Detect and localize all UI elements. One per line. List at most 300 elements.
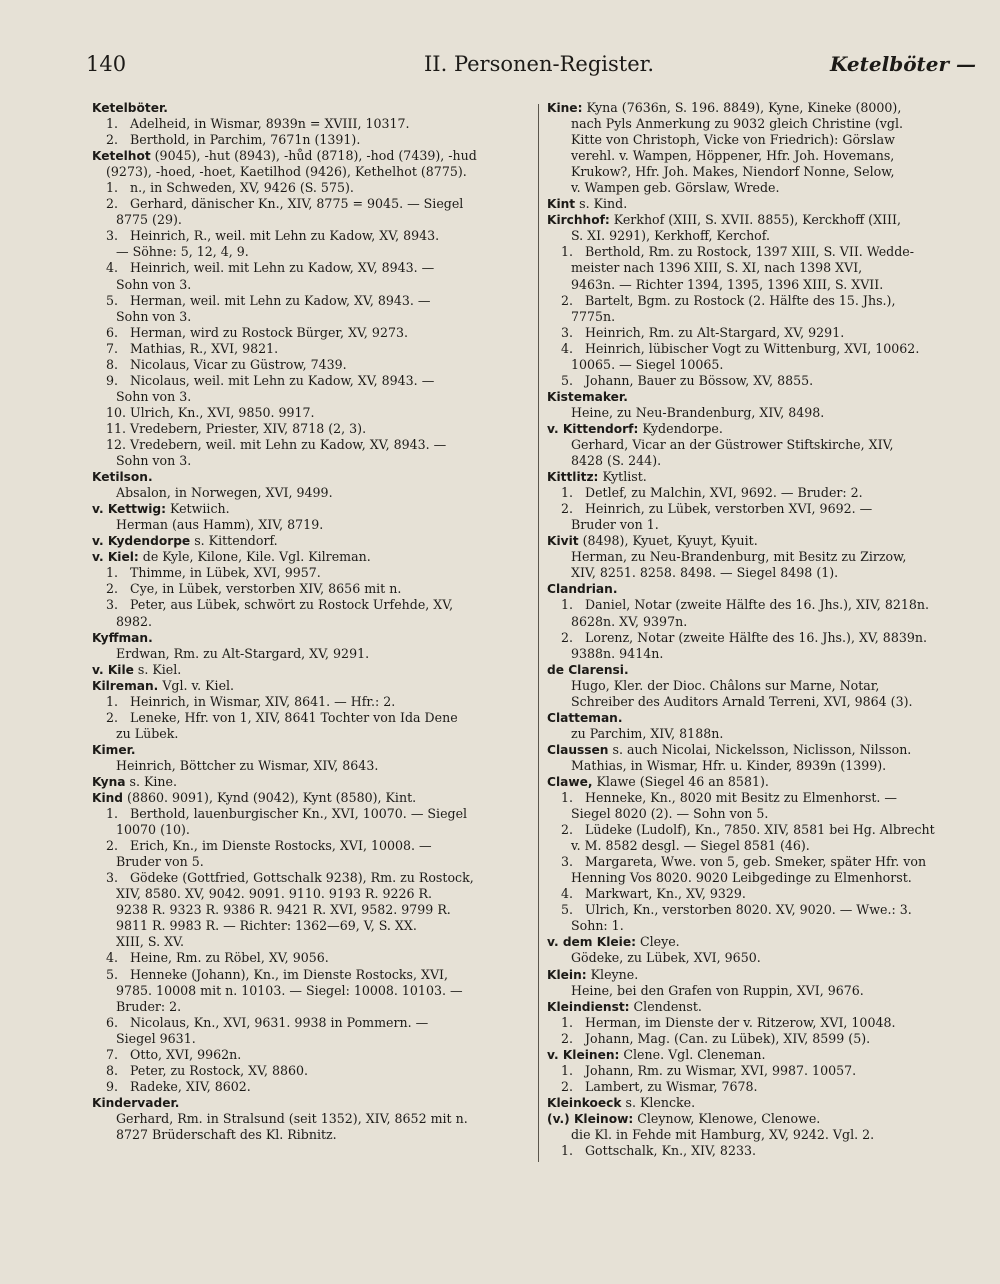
entry-text: Erich, Kn., im Dienste Rostocks, XVI, 10008. — [130, 838, 432, 854]
entry-text: Klawe (Siegel 46 an 8581). [592, 773, 769, 789]
entry-text: 9785. 10008 mit n. 10103. — Siegel: 10008. 10103. — [116, 982, 463, 998]
entry-line [92, 212, 532, 228]
entry-text: Nicolaus, weil. mit Lehn zu Kadow, XV, 8943. — [130, 372, 435, 388]
entry-line [92, 646, 532, 662]
entry-text: nach Pyls Anmerkung zu 9032 gleich Christine (vgl. [571, 116, 903, 132]
entry-heading: v. Kile [92, 662, 134, 677]
entry-line [547, 870, 977, 886]
entry-text: S. XI. 9291), Kerkhoff, Kerchof. [571, 228, 770, 244]
entry-text: Vredebern, weil. mit Lehn zu Kadow, XV, 8943. — [130, 436, 447, 452]
entry-text: 8628n. XV, 9397n. [571, 613, 688, 629]
entry-heading: Kistemaker. [547, 389, 628, 404]
entry-text: Lorenz, Notar (zweite Hälfte des 16. Jhs.), XV, 8839n. [585, 629, 927, 645]
entry-line [92, 999, 532, 1015]
entry-line [547, 934, 977, 950]
entry-line [547, 437, 977, 453]
entry-text: Siegel 8020 (2). — Sohn von 5. [571, 806, 769, 822]
entry-text: 9388n. 9414n. [571, 645, 664, 661]
entry-text: Clene. Vgl. Cleneman. [619, 1046, 766, 1062]
entry-text: s. Kine. [125, 773, 177, 789]
entry-line [92, 260, 532, 276]
entry-line [547, 469, 977, 485]
entry-line [547, 854, 977, 870]
entry-line [547, 132, 977, 148]
entry-text: Siegel 9631. [116, 1030, 196, 1046]
entry-line [547, 742, 977, 758]
entry-line [547, 1079, 977, 1095]
entry-text: Markwart, Kn., XV, 9329. [585, 886, 746, 902]
entry-line [92, 1095, 532, 1111]
entry-line [92, 630, 532, 646]
entry-text: XIII, S. XV. [116, 934, 184, 950]
entry-line [547, 662, 977, 678]
entry-text: Krukow?, Hfr. Joh. Makes, Niendorf Nonne, Selow, [571, 164, 895, 180]
entry-line [547, 228, 977, 244]
entry-heading: Kilreman. [92, 678, 159, 693]
entry-text: Berthold, Rm. zu Rostock, 1397 XIII, S. VII. Wedde- [585, 244, 915, 260]
entry-text: Radeke, XIV, 8602. [130, 1078, 251, 1094]
entry-line [92, 614, 532, 630]
entry-line [547, 1015, 977, 1031]
entry-heading: Kyna [92, 774, 126, 789]
entry-line [547, 726, 977, 742]
entry-heading: Kindervader. [92, 1095, 180, 1110]
entry-text: Berthold, in Parchim, 7671n (1391). [130, 132, 361, 148]
entry-text: v. Wampen geb. Görslaw, Wrede. [571, 180, 780, 196]
entry-text: Berthold, lauenburgischer Kn., XVI, 10070. — Siegel [130, 806, 468, 822]
entry-line [92, 437, 532, 453]
entry-line [547, 212, 977, 228]
entry-text: Hugo, Kler. der Dioc. Châlons sur Marne, Notar, [571, 677, 880, 693]
entry-line [547, 646, 977, 662]
entry-line [92, 742, 532, 758]
entry-line [547, 983, 977, 999]
entry-number: 6. [106, 324, 119, 340]
entry-text: Schreiber des Auditors Arnald Terreni, XVI, 9864 (3). [571, 693, 913, 709]
entry-text: s. Kittendorf. [190, 533, 278, 549]
entry-text: de Kyle, Kilone, Kile. Vgl. Kilreman. [138, 549, 371, 565]
running-head: Ketelböter — [829, 52, 976, 76]
entry-text: s. Klencke. [621, 1094, 696, 1110]
entry-text: Henning Vos 8020. 9020 Leibgedinge zu Elmenhorst. [571, 870, 912, 886]
entry-number: 9. [106, 372, 119, 388]
entry-text: zu Parchim, XIV, 8188n. [571, 725, 724, 741]
entry-line [547, 886, 977, 902]
entry-number: 1. [561, 244, 574, 260]
entry-number: 1. [561, 1143, 574, 1159]
entry-text: Mathias, in Wismar, Hfr. u. Kinder, 8939n (1399). [571, 757, 887, 773]
entry-heading: Klein: [547, 967, 587, 982]
entry-number: 2. [561, 1030, 574, 1046]
entry-number: 8. [106, 356, 119, 372]
entry-number: 12. [106, 436, 127, 452]
entry-text: Cleynow, Klenowe, Clenowe. [633, 1110, 821, 1126]
entry-text: v. M. 8582 desgl. — Siegel 8581 (46). [571, 838, 810, 854]
entry-number: 1. [106, 116, 119, 132]
entry-line [547, 180, 977, 196]
entry-line [92, 967, 532, 983]
entry-text: Vgl. v. Kiel. [158, 677, 235, 693]
entry-line [92, 1079, 532, 1095]
entry-line [547, 822, 977, 838]
entry-number: 5. [561, 902, 574, 918]
entry-text: Bruder von 5. [116, 854, 204, 870]
entry-line [92, 918, 532, 934]
entry-heading: (v.) Kleinow: [547, 1111, 634, 1126]
entry-number: 4. [561, 340, 574, 356]
entry-number: 2. [561, 629, 574, 645]
entry-text: Herman (aus Hamm), XIV, 8719. [116, 517, 324, 533]
entry-number: 1. [106, 180, 119, 196]
entry-number: 2. [106, 709, 119, 725]
entry-line [547, 373, 977, 389]
entry-line [547, 581, 977, 597]
entry-line [92, 822, 532, 838]
entry-text: Daniel, Notar (zweite Hälfte des 16. Jhs.), XIV, 8218n. [585, 597, 930, 613]
entry-text: Adelheid, in Wismar, 8939n = XVIII, 10317. [130, 116, 410, 132]
entry-line [92, 293, 532, 309]
entry-heading: v. Kydendorpe [92, 534, 191, 549]
entry-heading: Clandrian. [547, 582, 618, 597]
entry-number: 7. [106, 340, 119, 356]
entry-line [92, 469, 532, 485]
entry-text: s. Kiel. [133, 661, 182, 677]
entry-line [547, 678, 977, 694]
entry-text: XIV, 8580. XV, 9042. 9091. 9110. 9193 R. 9226 R. [116, 886, 433, 902]
entry-text: Gerhard, Vicar an der Güstrower Stiftskirche, XIV, [571, 436, 894, 452]
entry-text: Cleye. [635, 934, 680, 950]
entry-line [547, 357, 977, 373]
entry-heading: Kleinkoeck [547, 1095, 622, 1110]
entry-number: 2. [561, 501, 574, 517]
entry-text: Cye, in Lübek, verstorben XIV, 8656 mit n. [130, 581, 402, 597]
entry-line [547, 517, 977, 533]
entry-line [547, 1047, 977, 1063]
entry-text: die Kl. in Fehde mit Hamburg, XV, 9242. Vgl. 2. [571, 1127, 875, 1142]
entry-line [92, 357, 532, 373]
entry-text: Gottschalk, Kn., XIV, 8233. [585, 1143, 756, 1159]
entry-number: 3. [106, 870, 119, 886]
entry-number: 1. [561, 1062, 574, 1078]
entry-text: Gerhard, dänischer Kn., XIV, 8775 = 9045. — Siegel [130, 196, 464, 212]
entry-number: 2. [106, 132, 119, 148]
entry-heading: Ketelböter. [92, 101, 168, 115]
entry-line [92, 1111, 532, 1127]
entry-line [92, 405, 532, 421]
entry-line [547, 902, 977, 918]
entry-text: s. auch Nicolai, Nickelsson, Niclisson, Nilsson. [608, 741, 912, 757]
entry-text: Gödeke, zu Lübek, XVI, 9650. [571, 950, 761, 966]
entry-heading: Clatteman. [547, 710, 623, 725]
entry-line [547, 838, 977, 854]
entry-text: 9463n. — Richter 1394, 1395, 1396 XIII, S. XVII. [571, 276, 884, 292]
entry-line [547, 389, 977, 405]
entry-heading: Kittlitz: [547, 470, 599, 485]
entry-text: Kytlist. [598, 469, 647, 485]
entry-number: 7. [106, 1046, 119, 1062]
entry-text: Clendenst. [629, 998, 702, 1014]
entry-number: 5. [561, 372, 574, 388]
entry-number: 11. [106, 420, 127, 436]
entry-number: 5. [106, 292, 119, 308]
entry-line [92, 164, 532, 180]
entry-line [547, 950, 977, 966]
entry-text: Mathias, R., XVI, 9821. [130, 340, 279, 356]
entry-text: — Söhne: 5, 12, 4, 9. [116, 244, 249, 260]
entry-heading: de Clarensi. [547, 662, 629, 677]
entry-line [92, 726, 532, 742]
entry-number: 1. [561, 485, 574, 501]
entry-text: Ulrich, Kn., verstorben 8020. XV, 9020. — Wwe.: 3. [585, 902, 912, 918]
entry-line [92, 806, 532, 822]
entry-line [92, 533, 532, 549]
entry-line [92, 774, 532, 790]
entry-line [547, 774, 977, 790]
entry-line [92, 309, 532, 325]
entry-line [92, 565, 532, 581]
entry-line [92, 228, 532, 244]
entry-text: Kitte von Christoph, Vicke von Friedrich): Görslaw [571, 132, 895, 148]
entry-text: Heine, Rm. zu Röbel, XV, 9056. [130, 950, 329, 966]
entry-line [547, 614, 977, 630]
entry-line [92, 902, 532, 918]
entry-number: 1. [106, 693, 119, 709]
entry-text: (8498), Kyuet, Kyuyt, Kyuit. [578, 533, 758, 549]
entry-line [92, 838, 532, 854]
entry-text: 8775 (29). [116, 212, 182, 228]
entry-number: 1. [106, 806, 119, 822]
entry-heading: Ketilson. [92, 470, 153, 485]
entry-heading: v. Kleinen: [547, 1047, 620, 1062]
entry-text: Heinrich, weil. mit Lehn zu Kadow, XV, 8943. — [130, 260, 435, 276]
entry-text: Ketwiich. [166, 501, 230, 517]
entry-number: 2. [561, 1078, 574, 1094]
entry-heading: Clawe, [547, 774, 593, 789]
entry-line [547, 710, 977, 726]
entry-text: zu Lübek. [116, 725, 179, 741]
entry-text: Heine, bei den Grafen von Ruppin, XVI, 9676. [571, 982, 864, 998]
entry-heading: Claussen [547, 742, 609, 757]
entry-number: 10. [106, 404, 127, 420]
entry-number: 1. [561, 790, 574, 806]
entry-line [92, 180, 532, 196]
entry-number: 2. [561, 292, 574, 308]
entry-text: Herman, zu Neu-Brandenburg, mit Besitz zu Zirzow, [571, 549, 907, 565]
entry-line [92, 694, 532, 710]
entry-line [92, 854, 532, 870]
entry-line [547, 164, 977, 180]
entry-number: 1. [561, 1014, 574, 1030]
entry-text: Nicolaus, Kn., XVI, 9631. 9938 in Pommern. — [130, 1014, 429, 1030]
entry-number: 2. [106, 196, 119, 212]
entry-number: 4. [106, 260, 119, 276]
entry-text: s. Kind. [575, 196, 628, 212]
entry-number: 2. [561, 822, 574, 838]
entry-line [92, 1047, 532, 1063]
entry-line [92, 373, 532, 389]
entry-line [92, 581, 532, 597]
entry-text: Thimme, in Lübek, XVI, 9957. [130, 565, 321, 581]
entry-number: 3. [561, 854, 574, 870]
right-column [547, 100, 977, 1159]
entry-number: 6. [106, 1014, 119, 1030]
entry-text: verehl. v. Wampen, Höppener, Hfr. Joh. Hovemans, [571, 148, 895, 164]
entry-text: Vredebern, Priester, XIV, 8718 (2, 3). [130, 420, 367, 436]
entry-text: Sohn von 3. [116, 308, 192, 324]
entry-text: Sohn von 3. [116, 276, 192, 292]
entry-line [547, 630, 977, 646]
entry-line [92, 662, 532, 678]
entry-text: Kleyne. [586, 966, 639, 982]
entry-text: Herman, im Dienste der v. Ritzerow, XVI, 10048. [585, 1014, 896, 1030]
entry-line [92, 501, 532, 517]
entry-line [547, 758, 977, 774]
entry-line [547, 967, 977, 983]
entry-text: Kydendorpe. [638, 420, 723, 436]
entry-line [547, 196, 977, 212]
entry-line [92, 790, 532, 806]
entry-text: Ulrich, Kn., XVI, 9850. 9917. [130, 404, 315, 420]
entry-number: 4. [561, 886, 574, 902]
entry-line [547, 405, 977, 421]
entry-line [92, 870, 532, 886]
entry-line [92, 1015, 532, 1031]
entry-line [92, 341, 532, 357]
entry-text: Heinrich, Rm. zu Alt-Stargard, XV, 9291. [585, 324, 845, 340]
entry-heading: Kind [92, 791, 124, 806]
entry-heading: v. dem Kleie: [547, 935, 636, 950]
page-header [86, 52, 976, 88]
entry-text: Herman, weil. mit Lehn zu Kadow, XV, 8943. — [130, 292, 431, 308]
entry-line [92, 325, 532, 341]
entry-text: Heinrich, Böttcher zu Wismar, XIV, 8643. [116, 757, 379, 773]
entry-line [547, 501, 977, 517]
entry-line [92, 100, 532, 116]
entry-text: Leneke, Hfr. von 1, XIV, 8641 Tochter von Ida Dene [130, 709, 458, 725]
entry-line [547, 533, 977, 549]
entry-text: Bruder von 1. [571, 517, 659, 533]
entry-line [547, 806, 977, 822]
entry-line [92, 1127, 532, 1143]
entry-text: Henneke, Kn., 8020 mit Besitz zu Elmenhorst. — [585, 790, 898, 806]
entry-text: Absalon, in Norwegen, XVI, 9499. [116, 485, 333, 501]
entry-line [92, 886, 532, 902]
entry-text: Kerkhof (XIII, S. XVII. 8855), Kerckhoff (XIII, [609, 212, 901, 228]
entry-heading: Kyffman. [92, 630, 153, 645]
entry-text: Lambert, zu Wismar, 7678. [585, 1078, 758, 1094]
entry-text: Herman, wird zu Rostock Bürger, XV, 9273. [130, 324, 408, 340]
entry-text: XIV, 8251. 8258. 8498. — Siegel 8498 (1). [571, 565, 839, 581]
entry-text: Henneke (Johann), Kn., im Dienste Rostocks, XVI, [130, 966, 449, 982]
entry-line [547, 565, 977, 581]
entry-number: 3. [561, 324, 574, 340]
entry-line [547, 694, 977, 710]
entry-line [547, 244, 977, 260]
entry-line [547, 549, 977, 565]
entry-number: 2. [106, 581, 119, 597]
entry-text: Heinrich, lübischer Vogt zu Wittenburg, XVI, 10062. [585, 340, 920, 356]
entry-text: (9045), -hut (8943), -hůd (8718), -hod (7439), -hud [150, 148, 477, 164]
entry-line [92, 758, 532, 774]
entry-line [92, 389, 532, 405]
entry-line [547, 453, 977, 469]
entry-text: Sohn: 1. [571, 918, 624, 934]
entry-heading: v. Kiel: [92, 550, 139, 565]
entry-line [547, 1095, 977, 1111]
entry-line [547, 277, 977, 293]
entry-line [547, 999, 977, 1015]
entry-line [547, 1111, 977, 1127]
entry-text: Lüdeke (Ludolf), Kn., 7850. XIV, 8581 bei Hg. Albrecht [585, 822, 935, 838]
entry-line [92, 710, 532, 726]
entry-heading: Ketelhot [92, 149, 151, 164]
entry-heading: Kleindienst: [547, 999, 630, 1014]
entry-number: 3. [106, 597, 119, 613]
entry-number: 2. [106, 838, 119, 854]
entry-line [92, 1063, 532, 1079]
entry-line [92, 132, 532, 148]
entry-line [92, 1031, 532, 1047]
left-column [92, 100, 532, 1143]
entry-line [547, 116, 977, 132]
entry-line [92, 148, 532, 164]
entry-text: n., in Schweden, XV, 9426 (S. 575). [130, 180, 354, 196]
entry-line [92, 983, 532, 999]
entry-line [547, 100, 977, 116]
entry-line [547, 790, 977, 806]
entry-line [92, 277, 532, 293]
page-title: II. Personen-Register. [424, 52, 655, 76]
entry-line [92, 116, 532, 132]
entry-line [547, 918, 977, 934]
entry-line [92, 950, 532, 966]
entry-number: 1. [106, 565, 119, 581]
entry-text: meister nach 1396 XIII, S. XI, nach 1398 XVI, [571, 260, 863, 276]
entry-text: 8727 Brüderschaft des Kl. Ribnitz. [116, 1127, 337, 1142]
entry-line [547, 421, 977, 437]
page-number: 140 [86, 52, 127, 76]
entry-line [547, 341, 977, 357]
entry-text: Detlef, zu Malchin, XVI, 9692. — Bruder: 2. [585, 485, 863, 501]
entry-line [92, 244, 532, 260]
entry-line [547, 260, 977, 276]
entry-text: 9238 R. 9323 R. 9386 R. 9421 R. XVI, 9582. 9799 R. [116, 902, 451, 918]
entry-line [547, 293, 977, 309]
entry-heading: Kivit [547, 534, 579, 549]
entry-line [92, 517, 532, 533]
entry-text: Johann, Bauer zu Bössow, XV, 8855. [585, 372, 814, 388]
entry-text: (8860. 9091), Kynd (9042), Kynt (8580), Kint. [123, 790, 417, 806]
entry-line [92, 453, 532, 469]
entry-text: Sohn von 3. [116, 453, 192, 469]
entry-line [547, 1063, 977, 1079]
entry-text: Heinrich, in Wismar, XIV, 8641. — Hfr.: 2. [130, 693, 396, 709]
entry-text: Margareta, Wwe. von 5, geb. Smeker, später Hfr. von [585, 854, 927, 870]
entry-line [92, 678, 532, 694]
entry-heading: v. Kittendorf: [547, 421, 639, 436]
entry-text: (9273), -hoed, -hoet, Kaetilhod (9426), Kethelhot (8775). [106, 164, 467, 180]
entry-line [92, 196, 532, 212]
entry-heading: Kine: [547, 101, 583, 115]
entry-text: Kyna (7636n, S. 196. 8849), Kyne, Kineke (8000), [582, 100, 902, 115]
entry-text: 9811 R. 9983 R. — Richter: 1362—69, V, S. XX. [116, 918, 417, 934]
entry-heading: Kirchhof: [547, 213, 610, 228]
entry-text: 10065. — Siegel 10065. [571, 356, 724, 372]
entry-text: 8982. [116, 613, 153, 629]
entry-line [547, 1143, 977, 1159]
entry-number: 3. [106, 228, 119, 244]
entry-text: Erdwan, Rm. zu Alt-Stargard, XV, 9291. [116, 645, 370, 661]
